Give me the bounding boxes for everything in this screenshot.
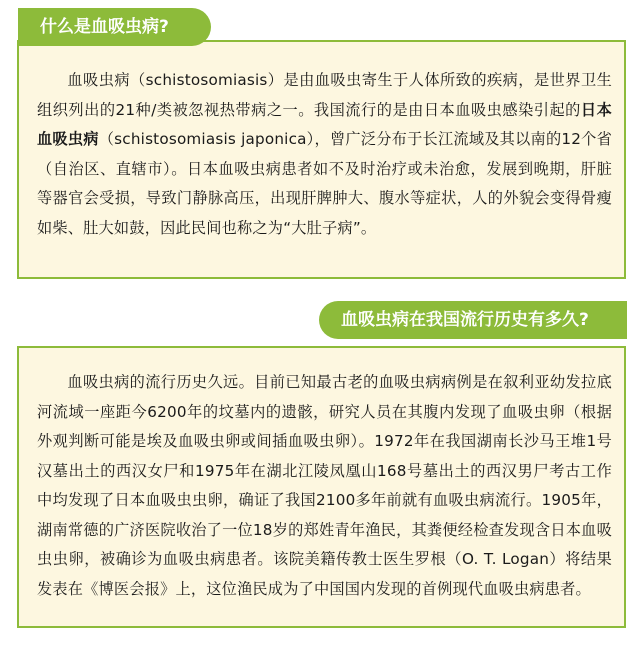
section-1-text-part-1: 血吸虫病（schistosomiasis）是由血吸虫寄生于人体所致的疾病，是世界卫生组织列出的21种/类被忽视热带病之一。我国流行的是由日本血吸虫感染引起的 <box>37 71 612 119</box>
section-2-panel <box>17 346 626 628</box>
section-1-paragraph <box>37 66 612 243</box>
section-2-heading: 血吸虫病在我国流行历史有多久? <box>319 301 627 339</box>
section-1-text-part-2: （schistosomiasis japonica），曾广泛分布于长江流域及其以南的12个省（自治区、直辖市）。日本血吸虫病患者如不及时治疗或未治愈，发展到晚期，肝脏等器官会受损，导致门静脉高压，出现肝脾肿大、腹水等症状，人的外貌会变得骨瘦如柴、肚大如鼓，因此民间也称之为“大肚子病”。 <box>37 130 612 237</box>
section-1-bold-term: 日本血吸虫病 <box>37 100 612 148</box>
section-1-heading: 什么是血吸虫病? <box>18 8 211 46</box>
section-2-paragraph: 血吸虫病的流行历史久远。目前已知最古老的血吸虫病病例是在叙利亚幼发拉底河流域一座距今6200年的坟墓内的遗骸，研究人员在其腹内发现了血吸虫卵（根据外观判断可能是埃及血吸虫卵或间插血吸虫卵）。1972年在我国湖南长沙马王堆1号汉墓出土的西汉女尸和1975年在湖北江陵凤凰山168号墓出土的西汉男尸考古工作中均发现了日本血吸虫虫卵，确证了我国2100多年前就有血吸虫病流行。1905年，湖南常德的广济医院收治了一位18岁的郑姓青年渔民，其粪便经检查发现含日本血吸虫虫卵，被确诊为血吸虫病患者。该院美籍传教士医生罗根（O. T. Logan）将结果发表在《博医会报》上，这位渔民成为了中国国内发现的首例现代血吸虫病患者。 <box>37 373 612 598</box>
section-1-panel <box>17 40 626 279</box>
